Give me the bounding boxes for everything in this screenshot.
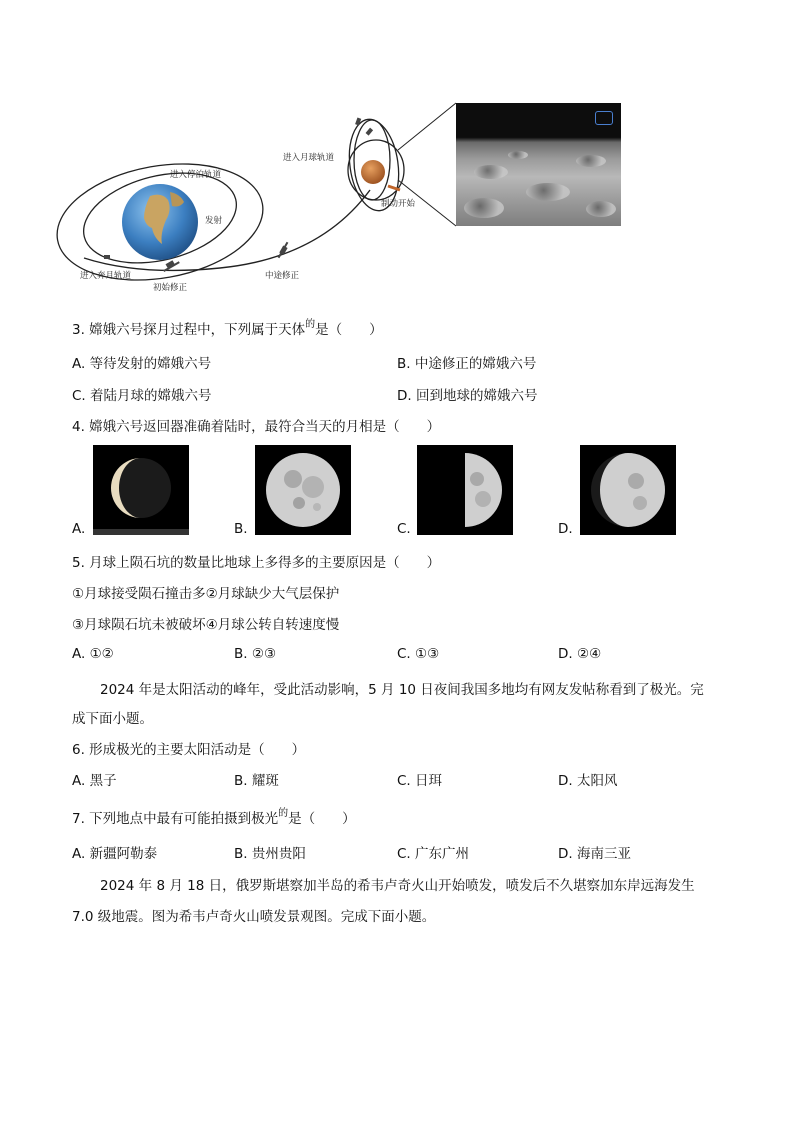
q4-option-b[interactable]: B. — [234, 521, 248, 537]
q4-stem: 4. 嫦娥六号返回器准确着陆时，最符合当天的月相是（ ） — [72, 419, 441, 435]
q5-statement-1: ①月球接受陨石撞击多②月球缺少大气层保护 — [72, 586, 340, 602]
passage-1-line-1: 2024 年是太阳活动的峰年，受此活动影响，5 月 10 日夜间我国多地均有网友发帖称看到了极光。完 — [100, 682, 704, 698]
q3-stem — [72, 318, 383, 338]
q7-option-b[interactable]: B. 贵州贵阳 — [234, 846, 306, 862]
q6-option-a[interactable]: A. 黑子 — [72, 773, 117, 789]
q5-option-b[interactable]: B. ②③ — [234, 646, 277, 662]
label-braking-start: 制动开始 — [381, 199, 416, 209]
q3-option-a[interactable]: A. 等待发射的嫦娥六号 — [72, 356, 212, 372]
q5-option-c[interactable]: C. ①③ — [397, 646, 440, 662]
q6-stem: 6. 形成极光的主要太阳活动是（ ） — [72, 742, 306, 758]
q7-stem — [72, 807, 356, 827]
earth-globe — [122, 184, 198, 260]
q3-option-c[interactable]: C. 着陆月球的嫦娥六号 — [72, 388, 212, 404]
passage-2-line-1: 2024 年 8 月 18 日，俄罗斯堪察加半岛的希韦卢奇火山开始喷发，喷发后不久堪察加东岸远海发生 — [100, 878, 695, 894]
q3-option-d[interactable]: D. 回到地球的嫦娥六号 — [397, 388, 538, 404]
q7-stem-text: 7. 下列地点中最有可能拍摄到极光 — [72, 811, 279, 827]
label-initial-correction: 初始修正 — [153, 283, 188, 293]
moon-globe — [361, 160, 385, 184]
q7-option-a[interactable]: A. 新疆阿勒泰 — [72, 846, 158, 862]
moon-phase-b-image — [255, 445, 351, 535]
passage-1-line-2: 成下面小题。 — [72, 711, 153, 727]
q4-option-a[interactable]: A. — [72, 521, 86, 537]
label-lunar-orbit: 进入月球轨道 — [283, 153, 335, 163]
q7-option-c[interactable]: C. 广东广州 — [397, 846, 470, 862]
moon-phase-c-image — [417, 445, 513, 535]
q5-option-d[interactable]: D. ②④ — [558, 646, 602, 662]
q7-option-d[interactable]: D. 海南三亚 — [558, 846, 631, 862]
q7-stem-end: 是（ ） — [288, 811, 356, 827]
moon-phase-d-image — [580, 445, 676, 535]
logo-icon — [595, 111, 613, 125]
label-midcourse-correction: 中途修正 — [265, 271, 300, 281]
q5-statement-2: ③月球陨石坑未被破坏④月球公转自转速度慢 — [72, 617, 340, 633]
q4-option-d[interactable]: D. — [558, 521, 573, 537]
label-transfer-orbit: 进入奔月轨道 — [80, 271, 132, 281]
lunar-surface-photo — [456, 103, 621, 226]
q7-stem-sup: 的 — [278, 808, 289, 819]
q3-stem-end: 是（ ） — [315, 322, 383, 338]
label-launch: 发射 — [205, 216, 223, 226]
passage-2-line-2: 7.0 级地震。图为希韦卢奇火山喷发景观图。完成下面小题。 — [72, 909, 436, 925]
q6-option-d[interactable]: D. 太阳风 — [558, 773, 618, 789]
moon-phase-a-image — [93, 445, 189, 535]
mission-diagram — [0, 0, 794, 310]
q6-option-b[interactable]: B. 耀斑 — [234, 773, 279, 789]
q4-option-c[interactable]: C. — [397, 521, 411, 537]
label-parking-orbit: 进入停泊轨道 — [170, 170, 222, 180]
q5-stem: 5. 月球上陨石坑的数量比地球上多得多的主要原因是（ ） — [72, 555, 441, 571]
q6-option-c[interactable]: C. 日珥 — [397, 773, 443, 789]
q3-option-b[interactable]: B. 中途修正的嫦娥六号 — [397, 356, 537, 372]
q3-stem-sup: 的 — [305, 319, 316, 330]
q3-stem-text: 3. 嫦娥六号探月过程中，下列属于天体 — [72, 322, 306, 338]
q5-option-a[interactable]: A. ①② — [72, 646, 114, 662]
